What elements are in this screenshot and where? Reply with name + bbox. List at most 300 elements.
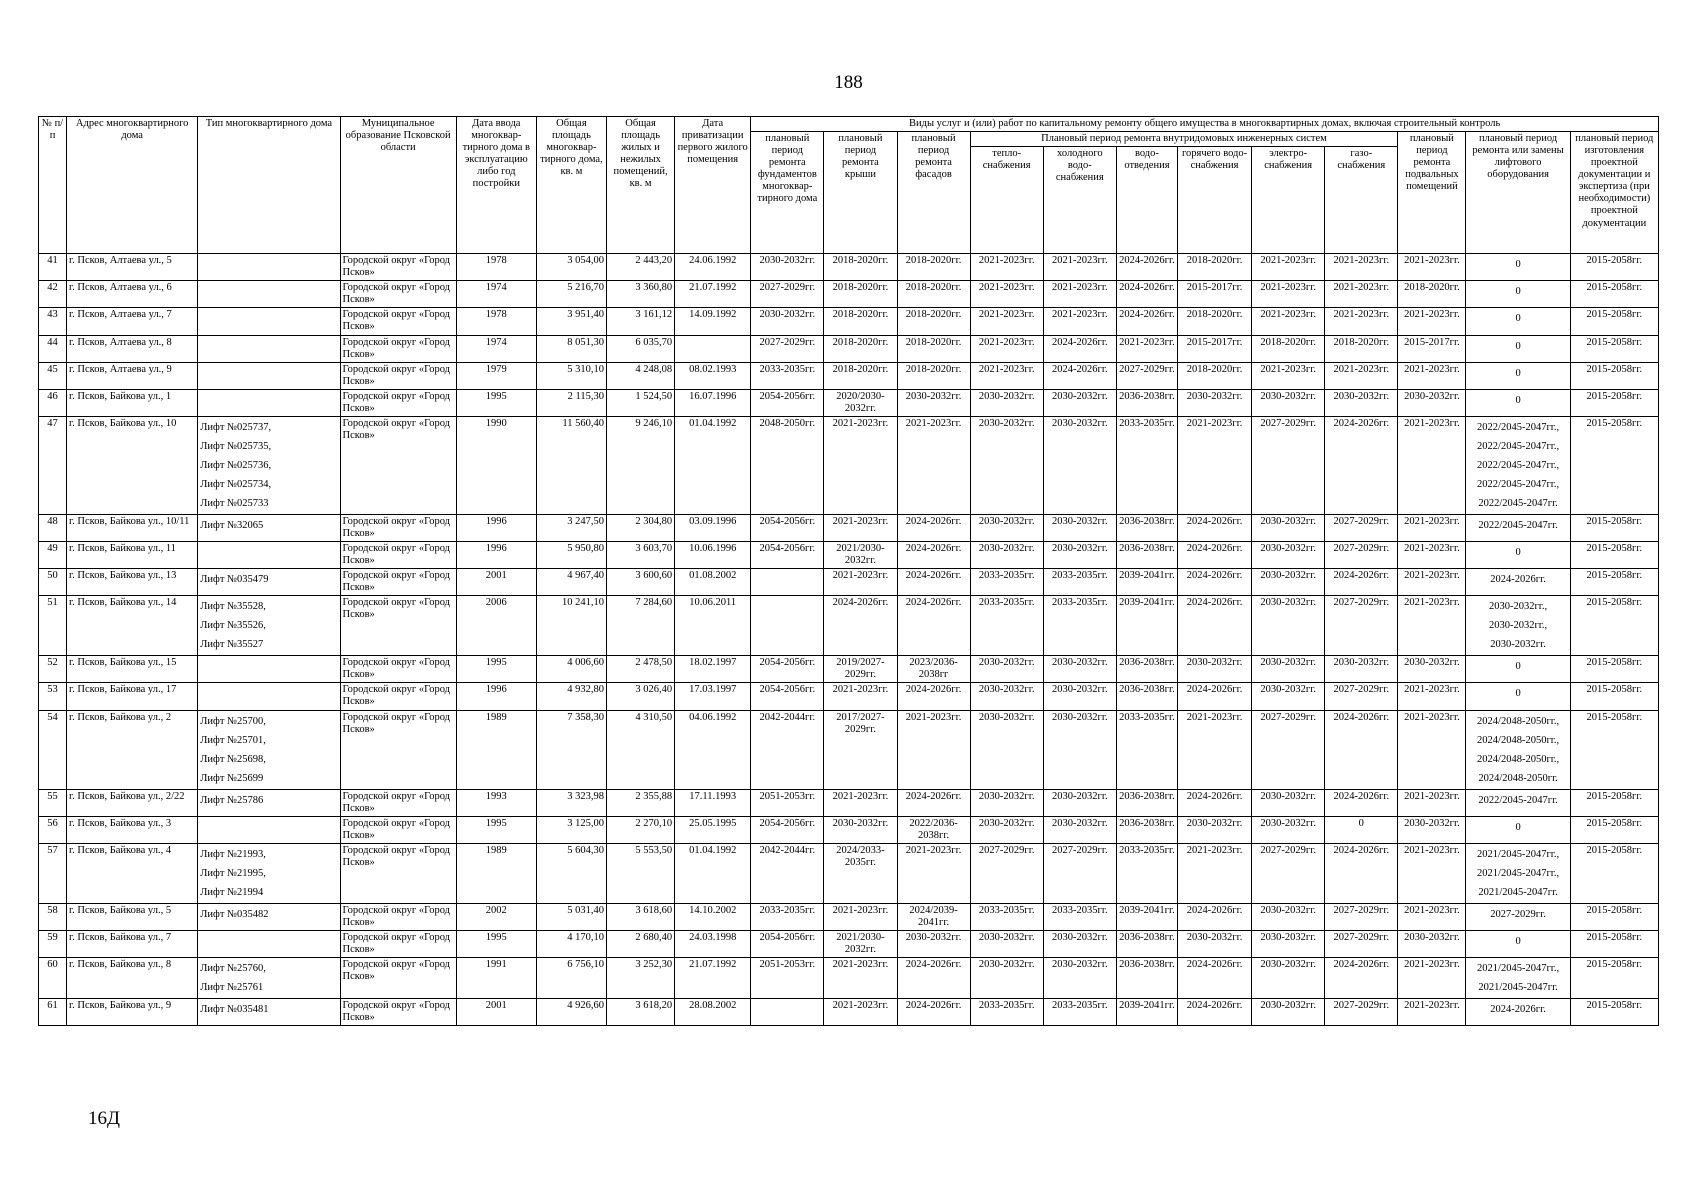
table-row bbox=[39, 389, 1659, 416]
cell-roof: 2021-2023гг. bbox=[824, 789, 897, 816]
header-cold-water: холодного водо-снабжения bbox=[1043, 147, 1116, 254]
cell-electric: 2018-2020гг. bbox=[1252, 335, 1325, 362]
cell-num: 59 bbox=[39, 930, 67, 957]
cell-basement: 2021-2023гг. bbox=[1398, 789, 1466, 816]
cell-date-in: 2001 bbox=[456, 999, 536, 1026]
cell-num: 49 bbox=[39, 542, 67, 569]
cell-electric: 2030-2032гг. bbox=[1252, 958, 1325, 999]
cell-total-area: 3 054,00 bbox=[536, 254, 606, 281]
cell-facade: 2024-2026гг. bbox=[897, 569, 970, 596]
cell-privatization: 14.10.2002 bbox=[675, 903, 751, 930]
cell-hot-water: 2021-2023гг. bbox=[1177, 416, 1251, 514]
cell-drainage: 2036-2038гг. bbox=[1116, 958, 1177, 999]
cell-living-area: 3 252,30 bbox=[607, 958, 675, 999]
lift-period: 2022/2045-2047гг., bbox=[1477, 459, 1560, 471]
cell-hot-water: 2018-2020гг. bbox=[1177, 362, 1251, 389]
cell-living-area: 2 443,20 bbox=[607, 254, 675, 281]
cell-electric: 2030-2032гг. bbox=[1252, 903, 1325, 930]
table-header bbox=[39, 117, 1659, 254]
cell-roof: 2021-2023гг. bbox=[824, 683, 897, 710]
cell-address: г. Псков, Алтаева ул., 5 bbox=[67, 254, 198, 281]
cell-foundation bbox=[751, 596, 824, 656]
cell-foundation: 2054-2056гг. bbox=[751, 656, 824, 683]
cell-address: г. Псков, Алтаева ул., 6 bbox=[67, 281, 198, 308]
lift-period: 2030-2032гг. bbox=[1490, 639, 1546, 651]
cell-type bbox=[198, 958, 340, 999]
cell-basement: 2021-2023гг. bbox=[1398, 596, 1466, 656]
cell-num: 53 bbox=[39, 683, 67, 710]
cell-cold-water: 2021-2023гг. bbox=[1043, 254, 1116, 281]
cell-drainage: 2036-2038гг. bbox=[1116, 656, 1177, 683]
cell-living-area: 3 026,40 bbox=[607, 683, 675, 710]
cell-type bbox=[198, 656, 340, 683]
cell-elevator bbox=[1466, 596, 1570, 656]
lift-id: Лифт №32065 bbox=[200, 519, 264, 531]
cell-municipality: Городской округ «Город Псков» bbox=[340, 389, 456, 416]
cell-cold-water: 2030-2032гг. bbox=[1043, 789, 1116, 816]
cell-basement: 2021-2023гг. bbox=[1398, 958, 1466, 999]
cell-gas: 2021-2023гг. bbox=[1325, 281, 1398, 308]
cell-privatization: 21.07.1992 bbox=[675, 958, 751, 999]
cell-roof: 2018-2020гг. bbox=[824, 254, 897, 281]
table-row bbox=[39, 930, 1659, 957]
lift-period: 2022/2045-2047гг., bbox=[1477, 440, 1560, 452]
lift-period: 2022/2045-2047гг. bbox=[1478, 497, 1558, 509]
cell-address: г. Псков, Байкова ул., 3 bbox=[67, 816, 198, 843]
cell-facade: 2024-2026гг. bbox=[897, 542, 970, 569]
cell-num: 48 bbox=[39, 514, 67, 541]
cell-electric: 2027-2029гг. bbox=[1252, 710, 1325, 789]
cell-drainage: 2039-2041гг. bbox=[1116, 569, 1177, 596]
cell-num: 60 bbox=[39, 958, 67, 999]
header-basement: плановый период ремонта подвальных помещений bbox=[1398, 132, 1466, 254]
cell-electric: 2021-2023гг. bbox=[1252, 281, 1325, 308]
cell-municipality: Городской округ «Город Псков» bbox=[340, 362, 456, 389]
cell-living-area: 3 360,80 bbox=[607, 281, 675, 308]
cell-gas: 2024-2026гг. bbox=[1325, 843, 1398, 903]
cell-heat: 2030-2032гг. bbox=[970, 514, 1043, 541]
cell-municipality: Городской округ «Город Псков» bbox=[340, 596, 456, 656]
cell-total-area: 8 051,30 bbox=[536, 335, 606, 362]
cell-hot-water: 2030-2032гг. bbox=[1177, 816, 1251, 843]
cell-gas: 2030-2032гг. bbox=[1325, 389, 1398, 416]
cell-roof: 2018-2020гг. bbox=[824, 308, 897, 335]
cell-basement: 2030-2032гг. bbox=[1398, 816, 1466, 843]
lift-period: 2024/2048-2050гг., bbox=[1477, 734, 1560, 746]
cell-municipality: Городской округ «Город Псков» bbox=[340, 308, 456, 335]
cell-date-in: 1990 bbox=[456, 416, 536, 514]
cell-elevator bbox=[1466, 254, 1570, 281]
cell-roof: 2018-2020гг. bbox=[824, 281, 897, 308]
cell-municipality: Городской округ «Город Псков» bbox=[340, 683, 456, 710]
cell-facade: 2030-2032гг. bbox=[897, 930, 970, 957]
cell-hot-water: 2024-2026гг. bbox=[1177, 683, 1251, 710]
cell-facade: 2024-2026гг. bbox=[897, 958, 970, 999]
cell-electric: 2030-2032гг. bbox=[1252, 999, 1325, 1026]
cell-privatization: 21.07.1992 bbox=[675, 281, 751, 308]
lift-period: 2022/2045-2047гг., bbox=[1477, 421, 1560, 433]
cell-type bbox=[198, 362, 340, 389]
cell-basement: 2021-2023гг. bbox=[1398, 903, 1466, 930]
cell-elevator bbox=[1466, 903, 1570, 930]
lift-id: Лифт №35526, bbox=[200, 620, 266, 632]
cell-electric: 2030-2032гг. bbox=[1252, 542, 1325, 569]
cell-living-area: 3 161,12 bbox=[607, 308, 675, 335]
cell-elevator bbox=[1466, 999, 1570, 1026]
cell-privatization: 10.06.1996 bbox=[675, 542, 751, 569]
cell-hot-water: 2015-2017гг. bbox=[1177, 335, 1251, 362]
cell-living-area: 4 248,08 bbox=[607, 362, 675, 389]
header-address: Адрес многоквартирного дома bbox=[67, 117, 198, 254]
cell-municipality: Городской округ «Город Псков» bbox=[340, 903, 456, 930]
cell-roof: 2021-2023гг. bbox=[824, 903, 897, 930]
cell-gas: 2024-2026гг. bbox=[1325, 416, 1398, 514]
lift-period: 2021/2045-2047гг., bbox=[1477, 867, 1560, 879]
cell-privatization: 14.09.1992 bbox=[675, 308, 751, 335]
lift-period: 0 bbox=[1515, 367, 1521, 379]
cell-living-area: 6 035,70 bbox=[607, 335, 675, 362]
header-gas: газо-снабжения bbox=[1325, 147, 1398, 254]
cell-total-area: 3 247,50 bbox=[536, 514, 606, 541]
cell-hot-water: 2030-2032гг. bbox=[1177, 930, 1251, 957]
cell-gas: 2024-2026гг. bbox=[1325, 569, 1398, 596]
cell-cold-water: 2024-2026гг. bbox=[1043, 335, 1116, 362]
header-roof: плановый период ремонта крыши bbox=[824, 132, 897, 254]
cell-facade: 2030-2032гг. bbox=[897, 389, 970, 416]
lift-period: 2024/2048-2050гг., bbox=[1477, 715, 1560, 727]
cell-gas: 2021-2023гг. bbox=[1325, 308, 1398, 335]
cell-heat: 2030-2032гг. bbox=[970, 542, 1043, 569]
cell-foundation bbox=[751, 569, 824, 596]
cell-date-in: 1996 bbox=[456, 514, 536, 541]
header-living-area: Общая площадь жилых и нежилых помещений, кв. м bbox=[607, 117, 675, 254]
cell-electric: 2027-2029гг. bbox=[1252, 416, 1325, 514]
cell-num: 55 bbox=[39, 789, 67, 816]
cell-num: 51 bbox=[39, 596, 67, 656]
cell-date-in: 1974 bbox=[456, 335, 536, 362]
cell-type bbox=[198, 789, 340, 816]
cell-facade: 2024-2026гг. bbox=[897, 789, 970, 816]
header-privatization: Дата приватизации первого жилого помещения bbox=[675, 117, 751, 254]
cell-elevator bbox=[1466, 362, 1570, 389]
lift-id: Лифт №35527 bbox=[200, 639, 264, 651]
table-row bbox=[39, 816, 1659, 843]
cell-elevator bbox=[1466, 308, 1570, 335]
lift-period: 2022/2045-2047гг., bbox=[1477, 478, 1560, 490]
page-number: 188 bbox=[834, 72, 863, 93]
cell-cold-water: 2033-2035гг. bbox=[1043, 903, 1116, 930]
cell-date-in: 1995 bbox=[456, 656, 536, 683]
cell-cold-water: 2024-2026гг. bbox=[1043, 362, 1116, 389]
lift-period: 2021/2045-2047гг. bbox=[1478, 886, 1558, 898]
cell-total-area: 4 932,80 bbox=[536, 683, 606, 710]
cell-foundation: 2027-2029гг. bbox=[751, 281, 824, 308]
cell-date-in: 1995 bbox=[456, 389, 536, 416]
cell-num: 41 bbox=[39, 254, 67, 281]
cell-basement: 2021-2023гг. bbox=[1398, 362, 1466, 389]
table-row bbox=[39, 903, 1659, 930]
cell-basement: 2015-2017гг. bbox=[1398, 335, 1466, 362]
lift-period: 2027-2029гг. bbox=[1490, 908, 1546, 920]
cell-facade: 2024-2026гг. bbox=[897, 596, 970, 656]
cell-facade: 2018-2020гг. bbox=[897, 335, 970, 362]
cell-privatization: 03.09.1996 bbox=[675, 514, 751, 541]
lift-id: Лифт №21994 bbox=[200, 886, 264, 898]
cell-elevator bbox=[1466, 569, 1570, 596]
lift-period: 2021/2045-2047гг., bbox=[1477, 848, 1560, 860]
cell-address: г. Псков, Байкова ул., 17 bbox=[67, 683, 198, 710]
cell-privatization: 10.06.2011 bbox=[675, 596, 751, 656]
cell-electric: 2027-2029гг. bbox=[1252, 843, 1325, 903]
cell-municipality: Городской округ «Город Псков» bbox=[340, 789, 456, 816]
cell-type bbox=[198, 930, 340, 957]
lift-period: 0 bbox=[1515, 313, 1521, 325]
cell-electric: 2030-2032гг. bbox=[1252, 389, 1325, 416]
table-row bbox=[39, 656, 1659, 683]
cell-cold-water: 2030-2032гг. bbox=[1043, 542, 1116, 569]
cell-roof: 2021/2030-2032гг. bbox=[824, 930, 897, 957]
cell-privatization bbox=[675, 335, 751, 362]
cell-type bbox=[198, 843, 340, 903]
lift-period: 2024/2048-2050гг. bbox=[1478, 772, 1558, 784]
cell-design: 2015-2058гг. bbox=[1570, 308, 1658, 335]
cell-total-area: 10 241,10 bbox=[536, 596, 606, 656]
cell-drainage: 2021-2023гг. bbox=[1116, 335, 1177, 362]
cell-electric: 2030-2032гг. bbox=[1252, 656, 1325, 683]
cell-gas: 0 bbox=[1325, 816, 1398, 843]
lift-id: Лифт №035481 bbox=[200, 1004, 269, 1015]
table-row bbox=[39, 308, 1659, 335]
cell-heat: 2033-2035гг. bbox=[970, 569, 1043, 596]
cell-type bbox=[198, 335, 340, 362]
cell-electric: 2030-2032гг. bbox=[1252, 683, 1325, 710]
cell-gas: 2027-2029гг. bbox=[1325, 903, 1398, 930]
cell-roof: 2017/2027-2029гг. bbox=[824, 710, 897, 789]
capital-repair-table bbox=[38, 116, 1659, 1026]
cell-num: 46 bbox=[39, 389, 67, 416]
cell-design: 2015-2058гг. bbox=[1570, 596, 1658, 656]
cell-gas: 2027-2029гг. bbox=[1325, 999, 1398, 1026]
cell-living-area: 2 270,10 bbox=[607, 816, 675, 843]
cell-hot-water: 2018-2020гг. bbox=[1177, 254, 1251, 281]
cell-electric: 2021-2023гг. bbox=[1252, 362, 1325, 389]
cell-electric: 2021-2023гг. bbox=[1252, 308, 1325, 335]
cell-design: 2015-2058гг. bbox=[1570, 789, 1658, 816]
cell-hot-water: 2021-2023гг. bbox=[1177, 710, 1251, 789]
header-electric: электро-снабжения bbox=[1252, 147, 1325, 254]
cell-num: 56 bbox=[39, 816, 67, 843]
cell-gas: 2027-2029гг. bbox=[1325, 542, 1398, 569]
header-total-area: Общая площадь многоквар-тирного дома, кв. м bbox=[536, 117, 606, 254]
cell-address: г. Псков, Байкова ул., 10 bbox=[67, 416, 198, 514]
cell-privatization: 25.05.1995 bbox=[675, 816, 751, 843]
cell-design: 2015-2058гг. bbox=[1570, 514, 1658, 541]
cell-basement: 2021-2023гг. bbox=[1398, 254, 1466, 281]
cell-elevator bbox=[1466, 416, 1570, 514]
cell-drainage: 2036-2038гг. bbox=[1116, 683, 1177, 710]
cell-roof: 2020/2030-2032гг. bbox=[824, 389, 897, 416]
lift-id: Лифт №35528, bbox=[200, 601, 266, 613]
lift-id: Лифт №25761 bbox=[200, 982, 264, 993]
cell-basement: 2021-2023гг. bbox=[1398, 542, 1466, 569]
cell-privatization: 28.08.2002 bbox=[675, 999, 751, 1026]
cell-design: 2015-2058гг. bbox=[1570, 254, 1658, 281]
cell-drainage: 2036-2038гг. bbox=[1116, 514, 1177, 541]
cell-elevator bbox=[1466, 389, 1570, 416]
cell-total-area: 5 031,40 bbox=[536, 903, 606, 930]
cell-date-in: 1978 bbox=[456, 254, 536, 281]
cell-design: 2015-2058гг. bbox=[1570, 710, 1658, 789]
cell-type bbox=[198, 710, 340, 789]
cell-drainage: 2027-2029гг. bbox=[1116, 362, 1177, 389]
cell-basement: 2021-2023гг. bbox=[1398, 710, 1466, 789]
cell-living-area: 4 310,50 bbox=[607, 710, 675, 789]
cell-num: 42 bbox=[39, 281, 67, 308]
cell-basement: 2030-2032гг. bbox=[1398, 930, 1466, 957]
cell-facade: 2023/2036-2038гг bbox=[897, 656, 970, 683]
header-num: № п/п bbox=[39, 117, 67, 254]
lift-id: Лифт №25701, bbox=[200, 734, 266, 746]
cell-cold-water: 2021-2023гг. bbox=[1043, 308, 1116, 335]
cell-heat: 2021-2023гг. bbox=[970, 254, 1043, 281]
cell-foundation: 2051-2053гг. bbox=[751, 958, 824, 999]
lift-id: Лифт №21995, bbox=[200, 867, 266, 879]
cell-privatization: 17.11.1993 bbox=[675, 789, 751, 816]
cell-elevator bbox=[1466, 789, 1570, 816]
cell-address: г. Псков, Байкова ул., 7 bbox=[67, 930, 198, 957]
cell-design: 2015-2058гг. bbox=[1570, 958, 1658, 999]
cell-roof: 2018-2020гг. bbox=[824, 362, 897, 389]
cell-design: 2015-2058гг. bbox=[1570, 999, 1658, 1026]
cell-heat: 2030-2032гг. bbox=[970, 710, 1043, 789]
cell-facade: 2021-2023гг. bbox=[897, 843, 970, 903]
cell-elevator bbox=[1466, 514, 1570, 541]
cell-type bbox=[198, 416, 340, 514]
cell-cold-water: 2030-2032гг. bbox=[1043, 930, 1116, 957]
cell-roof: 2030-2032гг. bbox=[824, 816, 897, 843]
cell-cold-water: 2030-2032гг. bbox=[1043, 389, 1116, 416]
cell-basement: 2021-2023гг. bbox=[1398, 416, 1466, 514]
cell-cold-water: 2021-2023гг. bbox=[1043, 281, 1116, 308]
cell-address: г. Псков, Байкова ул., 1 bbox=[67, 389, 198, 416]
cell-living-area: 9 246,10 bbox=[607, 416, 675, 514]
cell-electric: 2030-2032гг. bbox=[1252, 514, 1325, 541]
cell-heat: 2021-2023гг. bbox=[970, 362, 1043, 389]
cell-foundation: 2054-2056гг. bbox=[751, 816, 824, 843]
cell-hot-water: 2024-2026гг. bbox=[1177, 789, 1251, 816]
cell-hot-water: 2015-2017гг. bbox=[1177, 281, 1251, 308]
cell-foundation: 2054-2056гг. bbox=[751, 683, 824, 710]
cell-hot-water: 2024-2026гг. bbox=[1177, 903, 1251, 930]
cell-address: г. Псков, Байкова ул., 4 bbox=[67, 843, 198, 903]
cell-foundation: 2027-2029гг. bbox=[751, 335, 824, 362]
cell-facade: 2024/2039-2041гг. bbox=[897, 903, 970, 930]
cell-heat: 2021-2023гг. bbox=[970, 281, 1043, 308]
cell-basement: 2030-2032гг. bbox=[1398, 389, 1466, 416]
cell-cold-water: 2030-2032гг. bbox=[1043, 656, 1116, 683]
cell-privatization: 01.04.1992 bbox=[675, 416, 751, 514]
cell-basement: 2021-2023гг. bbox=[1398, 999, 1466, 1026]
table-row bbox=[39, 958, 1659, 999]
header-drainage: водо-отведения bbox=[1116, 147, 1177, 254]
cell-num: 57 bbox=[39, 843, 67, 903]
cell-type bbox=[198, 569, 340, 596]
cell-privatization: 24.06.1992 bbox=[675, 254, 751, 281]
cell-design: 2015-2058гг. bbox=[1570, 281, 1658, 308]
lift-period: 2024/2048-2050гг., bbox=[1477, 753, 1560, 765]
lift-period: 2024-2026гг. bbox=[1490, 1004, 1546, 1015]
cell-design: 2015-2058гг. bbox=[1570, 389, 1658, 416]
cell-total-area: 11 560,40 bbox=[536, 416, 606, 514]
cell-address: г. Псков, Алтаева ул., 8 bbox=[67, 335, 198, 362]
cell-drainage: 2033-2035гг. bbox=[1116, 416, 1177, 514]
cell-foundation: 2042-2044гг. bbox=[751, 710, 824, 789]
header-hot-water: горячего водо-снабжения bbox=[1177, 147, 1251, 254]
table-row bbox=[39, 514, 1659, 541]
table-row bbox=[39, 710, 1659, 789]
cell-gas: 2018-2020гг. bbox=[1325, 335, 1398, 362]
cell-roof: 2021-2023гг. bbox=[824, 569, 897, 596]
cell-num: 61 bbox=[39, 999, 67, 1026]
cell-facade: 2024-2026гг. bbox=[897, 683, 970, 710]
lift-id: Лифт №025734, bbox=[200, 478, 272, 490]
cell-basement: 2018-2020гг. bbox=[1398, 281, 1466, 308]
cell-roof: 2018-2020гг. bbox=[824, 335, 897, 362]
cell-cold-water: 2030-2032гг. bbox=[1043, 816, 1116, 843]
cell-living-area: 2 478,50 bbox=[607, 656, 675, 683]
cell-municipality: Городской округ «Город Псков» bbox=[340, 281, 456, 308]
header-elevator: плановый период ремонта или замены лифтового оборудования bbox=[1466, 132, 1570, 254]
cell-address: г. Псков, Байкова ул., 10/11 bbox=[67, 514, 198, 541]
cell-address: г. Псков, Байкова ул., 11 bbox=[67, 542, 198, 569]
cell-living-area: 2 304,80 bbox=[607, 514, 675, 541]
cell-electric: 2030-2032гг. bbox=[1252, 569, 1325, 596]
cell-elevator bbox=[1466, 656, 1570, 683]
cell-municipality: Городской округ «Город Псков» bbox=[340, 710, 456, 789]
cell-drainage: 2033-2035гг. bbox=[1116, 710, 1177, 789]
cell-gas: 2024-2026гг. bbox=[1325, 958, 1398, 999]
cell-foundation: 2033-2035гг. bbox=[751, 362, 824, 389]
cell-date-in: 1996 bbox=[456, 683, 536, 710]
cell-heat: 2033-2035гг. bbox=[970, 596, 1043, 656]
cell-facade: 2021-2023гг. bbox=[897, 416, 970, 514]
cell-electric: 2030-2032гг. bbox=[1252, 789, 1325, 816]
cell-drainage: 2036-2038гг. bbox=[1116, 816, 1177, 843]
cell-electric: 2030-2032гг. bbox=[1252, 930, 1325, 957]
cell-hot-water: 2024-2026гг. bbox=[1177, 596, 1251, 656]
cell-date-in: 1989 bbox=[456, 710, 536, 789]
cell-foundation: 2030-2032гг. bbox=[751, 254, 824, 281]
cell-elevator bbox=[1466, 281, 1570, 308]
cell-type bbox=[198, 683, 340, 710]
cell-address: г. Псков, Байкова ул., 5 bbox=[67, 903, 198, 930]
table-row bbox=[39, 569, 1659, 596]
cell-total-area: 4 926,60 bbox=[536, 999, 606, 1026]
cell-municipality: Городской округ «Город Псков» bbox=[340, 930, 456, 957]
cell-total-area: 5 604,30 bbox=[536, 843, 606, 903]
cell-elevator bbox=[1466, 335, 1570, 362]
footer-code: 16Д bbox=[88, 1108, 120, 1129]
lift-id: Лифт №25760, bbox=[200, 963, 266, 974]
cell-address: г. Псков, Байкова ул., 2 bbox=[67, 710, 198, 789]
cell-type bbox=[198, 596, 340, 656]
cell-num: 54 bbox=[39, 710, 67, 789]
table-row bbox=[39, 596, 1659, 656]
cell-drainage: 2024-2026гг. bbox=[1116, 308, 1177, 335]
cell-num: 44 bbox=[39, 335, 67, 362]
cell-facade: 2018-2020гг. bbox=[897, 308, 970, 335]
cell-type bbox=[198, 999, 340, 1026]
